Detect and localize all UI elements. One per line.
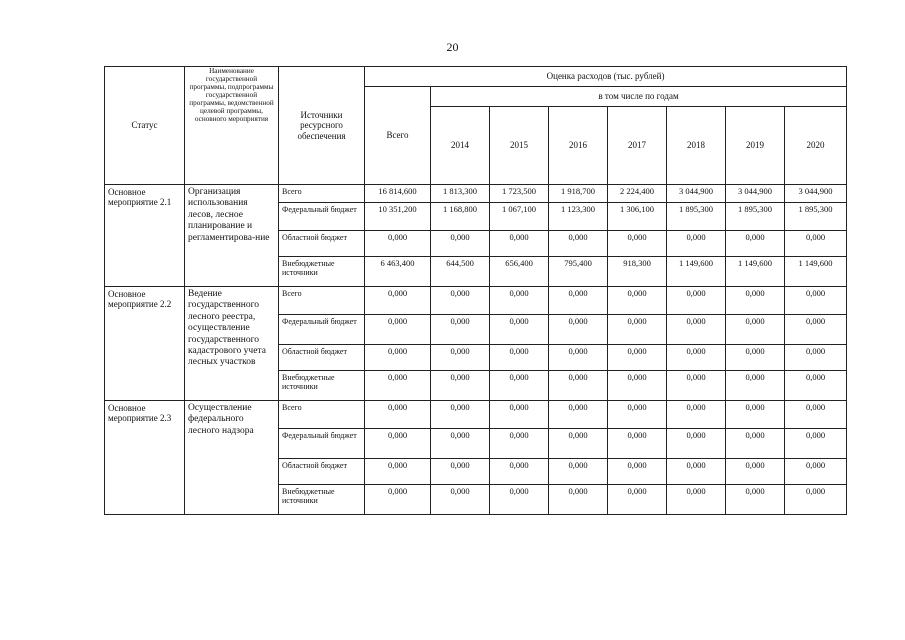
year-value-cell: 1 813,300 [431, 185, 490, 203]
header-year: 2014 [431, 107, 490, 185]
year-value-cell: 0,000 [608, 401, 667, 429]
measure-status: Основное мероприятие 2.1 [105, 185, 185, 287]
table-row [105, 401, 847, 429]
year-value-cell: 0,000 [431, 371, 490, 401]
header-by-years: в том числе по годам [431, 87, 847, 107]
year-value-cell: 918,300 [608, 257, 667, 287]
year-value-cell: 1 895,300 [785, 203, 847, 231]
total-cell: 0,000 [365, 485, 431, 515]
total-cell: 0,000 [365, 371, 431, 401]
page-number: 20 [446, 40, 459, 54]
funding-source: Всего [279, 287, 365, 315]
year-value-cell: 0,000 [549, 485, 608, 515]
year-value-cell: 0,000 [431, 459, 490, 485]
year-value-cell: 1 895,300 [726, 203, 785, 231]
year-value-cell: 0,000 [726, 429, 785, 459]
total-cell: 10 351,200 [365, 203, 431, 231]
header-name: Наименование государственной программы, подпрограммы государственной программы, ведомственной целевой программы, основного мероприятия [185, 67, 279, 185]
year-value-cell: 0,000 [608, 287, 667, 315]
year-value-cell: 1 149,600 [785, 257, 847, 287]
year-value-cell: 0,000 [608, 429, 667, 459]
total-cell: 0,000 [365, 287, 431, 315]
year-value-cell: 0,000 [667, 231, 726, 257]
year-value-cell: 0,000 [490, 287, 549, 315]
header-year: 2020 [785, 107, 847, 185]
year-value-cell: 1 168,800 [431, 203, 490, 231]
year-value-cell: 0,000 [726, 315, 785, 345]
total-cell: 0,000 [365, 345, 431, 371]
year-value-cell: 0,000 [726, 345, 785, 371]
year-value-cell: 1 306,100 [608, 203, 667, 231]
year-value-cell: 0,000 [785, 371, 847, 401]
year-value-cell: 0,000 [608, 371, 667, 401]
header-year: 2015 [490, 107, 549, 185]
funding-source: Всего [279, 401, 365, 429]
total-cell: 0,000 [365, 231, 431, 257]
year-value-cell: 0,000 [667, 459, 726, 485]
header-estimate: Оценка расходов (тыс. рублей) [365, 67, 847, 87]
funding-source: Федеральный бюджет [279, 315, 365, 345]
year-value-cell: 0,000 [431, 287, 490, 315]
year-value-cell: 0,000 [490, 429, 549, 459]
year-value-cell: 3 044,900 [667, 185, 726, 203]
measure-name: Осуществление федерального лесного надзора [185, 401, 279, 515]
funding-source: Внебюджетные источники [279, 485, 365, 515]
year-value-cell: 1 067,100 [490, 203, 549, 231]
total-cell: 6 463,400 [365, 257, 431, 287]
header-total: Всего [365, 87, 431, 185]
funding-source: Всего [279, 185, 365, 203]
budget-table [104, 66, 847, 515]
year-value-cell: 0,000 [431, 429, 490, 459]
year-value-cell: 0,000 [549, 429, 608, 459]
year-value-cell: 3 044,900 [785, 185, 847, 203]
year-value-cell: 0,000 [490, 231, 549, 257]
measure-status: Основное мероприятие 2.3 [105, 401, 185, 515]
year-value-cell: 0,000 [667, 287, 726, 315]
year-value-cell: 0,000 [490, 345, 549, 371]
table-row [105, 287, 847, 315]
funding-source: Федеральный бюджет [279, 429, 365, 459]
year-value-cell: 0,000 [490, 485, 549, 515]
year-value-cell: 0,000 [667, 345, 726, 371]
funding-source: Внебюджетные источники [279, 371, 365, 401]
year-value-cell: 0,000 [785, 485, 847, 515]
year-value-cell: 0,000 [726, 459, 785, 485]
year-value-cell: 0,000 [431, 401, 490, 429]
year-value-cell: 0,000 [549, 371, 608, 401]
year-value-cell: 656,400 [490, 257, 549, 287]
header-year: 2018 [667, 107, 726, 185]
total-cell: 16 814,600 [365, 185, 431, 203]
table-header [105, 67, 847, 185]
year-value-cell: 0,000 [785, 459, 847, 485]
year-value-cell: 0,000 [785, 315, 847, 345]
funding-source: Областной бюджет [279, 459, 365, 485]
year-value-cell: 0,000 [549, 345, 608, 371]
year-value-cell: 0,000 [431, 315, 490, 345]
year-value-cell: 0,000 [785, 287, 847, 315]
year-value-cell: 0,000 [549, 315, 608, 345]
year-value-cell: 0,000 [785, 231, 847, 257]
year-value-cell: 0,000 [608, 485, 667, 515]
funding-source: Внебюджетные источники [279, 257, 365, 287]
table-body [105, 185, 847, 515]
year-value-cell: 1 149,600 [667, 257, 726, 287]
header-year: 2016 [549, 107, 608, 185]
year-value-cell: 0,000 [549, 231, 608, 257]
year-value-cell: 1 895,300 [667, 203, 726, 231]
header-year: 2017 [608, 107, 667, 185]
total-cell: 0,000 [365, 459, 431, 485]
year-value-cell: 0,000 [667, 401, 726, 429]
year-value-cell: 0,000 [667, 429, 726, 459]
year-value-cell: 0,000 [490, 459, 549, 485]
year-value-cell: 0,000 [490, 371, 549, 401]
year-value-cell: 0,000 [549, 459, 608, 485]
year-value-cell: 0,000 [785, 345, 847, 371]
year-value-cell: 0,000 [726, 287, 785, 315]
measure-status: Основное мероприятие 2.2 [105, 287, 185, 401]
header-sources: Источники ресурсного обеспечения [279, 67, 365, 185]
year-value-cell: 0,000 [431, 231, 490, 257]
year-value-cell: 0,000 [726, 485, 785, 515]
year-value-cell: 644,500 [431, 257, 490, 287]
measure-name: Ведение государственного лесного реестра, осуществление государственного кадастрового учета лесных участков [185, 287, 279, 401]
total-cell: 0,000 [365, 429, 431, 459]
year-value-cell: 1 149,600 [726, 257, 785, 287]
year-value-cell: 795,400 [549, 257, 608, 287]
year-value-cell: 0,000 [667, 371, 726, 401]
year-value-cell: 0,000 [726, 371, 785, 401]
year-value-cell: 0,000 [608, 315, 667, 345]
year-value-cell: 0,000 [667, 485, 726, 515]
header-status: Статус [105, 67, 185, 185]
year-value-cell: 1 123,300 [549, 203, 608, 231]
year-value-cell: 0,000 [549, 401, 608, 429]
year-value-cell: 0,000 [431, 345, 490, 371]
measure-name: Организация использования лесов, лесное планирование и регламентирова-ние [185, 185, 279, 287]
year-value-cell: 0,000 [785, 429, 847, 459]
year-value-cell: 0,000 [608, 459, 667, 485]
year-value-cell: 3 044,900 [726, 185, 785, 203]
total-cell: 0,000 [365, 315, 431, 345]
year-value-cell: 0,000 [490, 401, 549, 429]
year-value-cell: 0,000 [490, 315, 549, 345]
year-value-cell: 2 224,400 [608, 185, 667, 203]
total-cell: 0,000 [365, 401, 431, 429]
funding-source: Областной бюджет [279, 231, 365, 257]
year-value-cell: 0,000 [667, 315, 726, 345]
year-value-cell: 0,000 [726, 401, 785, 429]
header-year: 2019 [726, 107, 785, 185]
year-value-cell: 0,000 [785, 401, 847, 429]
year-value-cell: 1 723,500 [490, 185, 549, 203]
funding-source: Областной бюджет [279, 345, 365, 371]
year-value-cell: 0,000 [549, 287, 608, 315]
year-value-cell: 0,000 [726, 231, 785, 257]
year-value-cell: 1 918,700 [549, 185, 608, 203]
year-value-cell: 0,000 [431, 485, 490, 515]
funding-source: Федеральный бюджет [279, 203, 365, 231]
table-row [105, 185, 847, 203]
year-value-cell: 0,000 [608, 345, 667, 371]
year-value-cell: 0,000 [608, 231, 667, 257]
